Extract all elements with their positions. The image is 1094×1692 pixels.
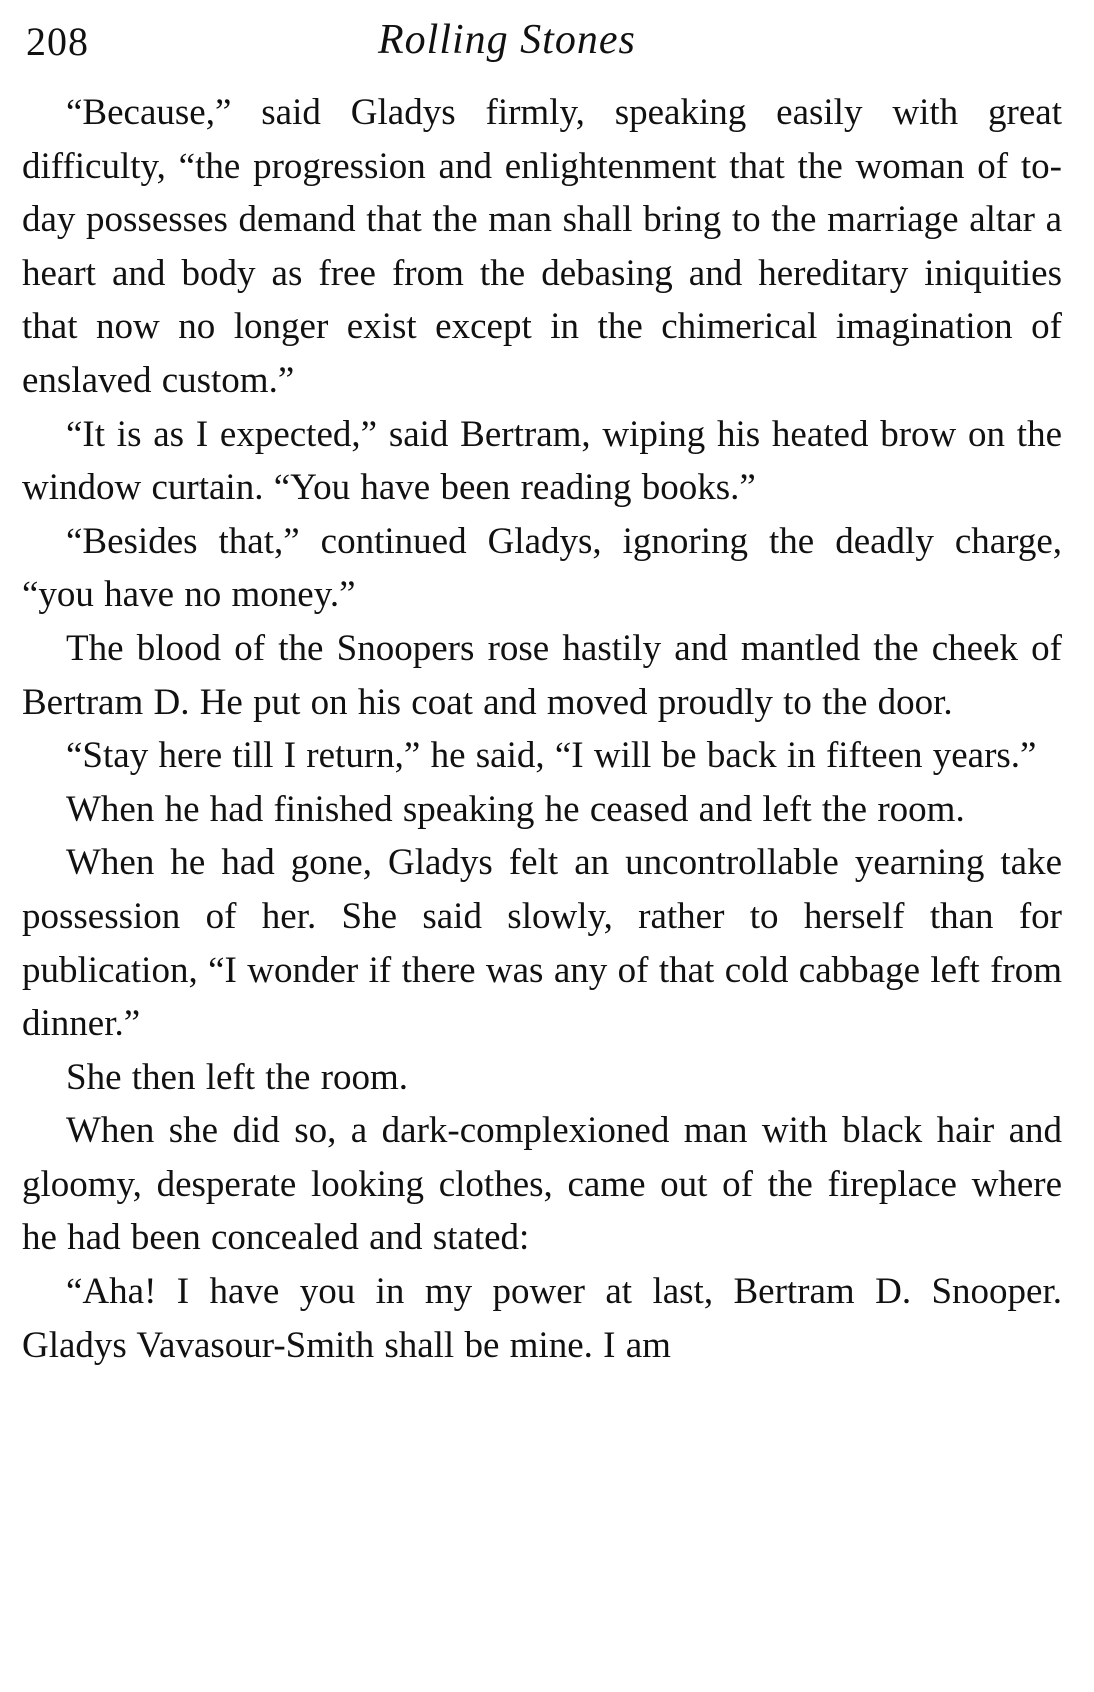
page-number: 208 [26, 19, 89, 64]
body-text [22, 86, 1062, 1372]
paragraph: She then left the room. [66, 1056, 409, 1098]
paragraph: “Stay here till I return,” he said, “I will be back in fifteen years.” [66, 735, 1037, 777]
paragraph: “It is as I expected,” said Bertram, wiping his heated brow on the window curtain. “You have been reading books.” [22, 413, 1062, 509]
paragraph: When she did so, a dark-complexioned man with black hair and gloomy, desperate looking clothes, came out of the fireplace where he had been concealed and stated: [22, 1110, 1062, 1259]
running-title: Rolling Stones [378, 17, 636, 63]
paragraph: When he had gone, Gladys felt an uncontrollable yearning take possession of her. She said slowly, rather to herself than for publication, “I wonder if there was any of that cold cabbage left from dinner.” [22, 842, 1062, 1045]
paragraph: “Besides that,” continued Gladys, ignoring the deadly charge, “you have no money.” [22, 520, 1062, 616]
paragraph: When he had finished speaking he ceased and left the room. [66, 788, 965, 830]
book-page [22, 14, 1062, 1372]
page-header [22, 14, 1062, 86]
paragraph: “Because,” said Gladys firmly, speaking easily with great difficulty, “the progression and enlightenment that the woman of to-day possesses demand that the man shall bring to the marriage altar a heart and body as free from the debasing and hereditary iniquities that now no longer exist except in the chimerical imagination of enslaved custom.” [22, 92, 1062, 401]
paragraph: “Aha! I have you in my power at last, Bertram D. Snooper. Gladys Vavasour-Smith shall be mine. I am [22, 1271, 1062, 1366]
paragraph: The blood of the Snoopers rose hastily and mantled the cheek of Bertram D. He put on his coat and moved proudly to the door. [22, 627, 1062, 723]
